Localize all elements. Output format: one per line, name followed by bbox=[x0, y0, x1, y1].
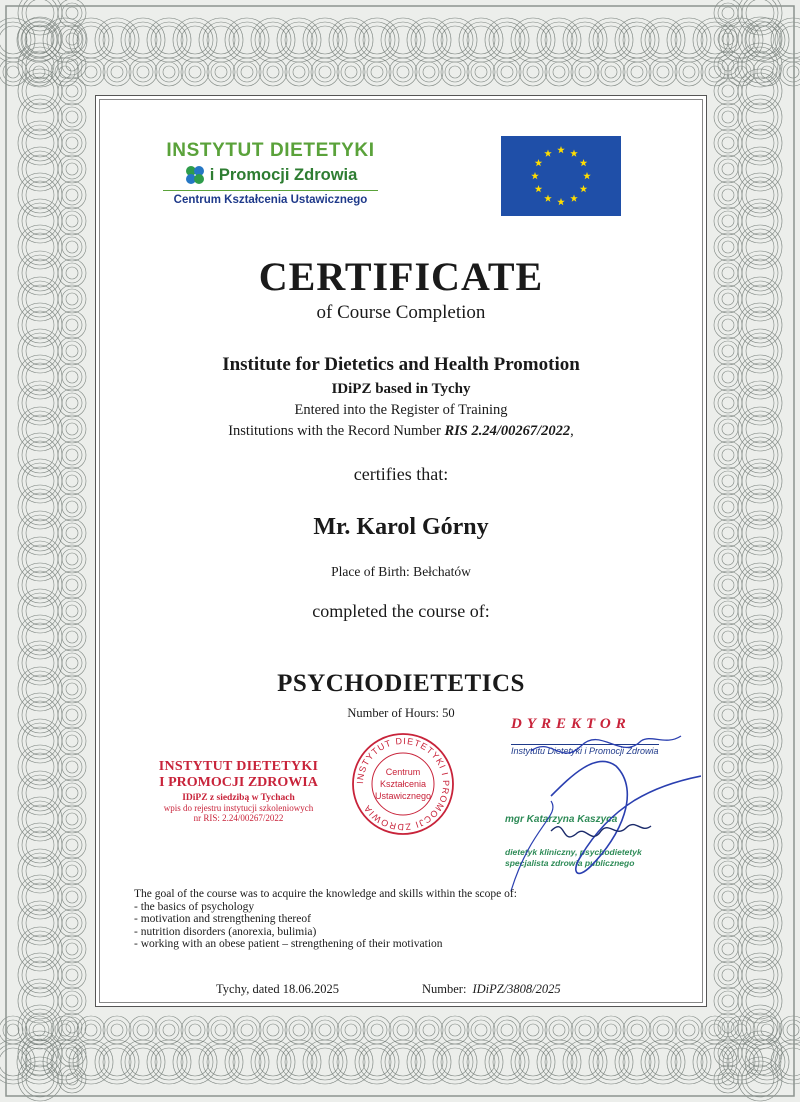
certificate-title: CERTIFICATE bbox=[258, 254, 544, 299]
handwritten-signatures bbox=[491, 706, 701, 896]
course-goal bbox=[134, 888, 694, 951]
issue-date: Tychy, dated 18.06.2025 bbox=[216, 982, 339, 996]
goal-intro: The goal of the course was to acquire the knowledge and skills within the scope of: bbox=[134, 888, 517, 900]
certificate-number bbox=[422, 982, 561, 997]
stamp-line5: nr RIS: 2.24/00267/2022 bbox=[193, 813, 284, 823]
stamp-line2: I PROMOCJI ZDROWIA bbox=[159, 775, 318, 790]
goal-item: - the basics of psychology bbox=[134, 901, 694, 914]
director-title: DYREKTOR bbox=[511, 716, 631, 732]
completed-text: completed the course of: bbox=[312, 601, 490, 621]
course-name: PSYCHODIETETICS bbox=[277, 670, 525, 697]
institute-stamp bbox=[151, 759, 326, 823]
goal-item: - nutrition disorders (anorexia, bulimia) bbox=[134, 926, 694, 939]
certifies-text: certifies that: bbox=[353, 464, 449, 484]
register-line2-prefix: Institutions with the Record Number bbox=[228, 423, 441, 439]
register-line1: Entered into the Register of Training bbox=[294, 402, 508, 418]
stamp-line1: INSTYTUT DIETETYKI bbox=[158, 759, 319, 774]
register-line2-suffix: , bbox=[570, 423, 574, 439]
signature-block bbox=[491, 706, 701, 896]
round-stamp-ring-text: INSTYTUT DIETETYKI I PROMOCJI ZDROWIA bbox=[354, 735, 452, 833]
goal-item: - motivation and strengthening thereof bbox=[134, 913, 694, 926]
logo-line2-wrap bbox=[158, 164, 383, 186]
logo-line1: INSTYTUT DIETETYKI bbox=[166, 140, 375, 161]
certificate-subtitle: of Course Completion bbox=[316, 302, 486, 323]
manager-spec1: dietetyk kliniczny, psychodietetyk bbox=[505, 847, 642, 857]
place-of-birth: Place of Birth: Bełchatów bbox=[331, 564, 471, 579]
round-stamp-center1: Centrum bbox=[385, 767, 421, 777]
eu-flag-icon bbox=[501, 136, 621, 216]
register-line2 bbox=[96, 423, 706, 440]
goal-list bbox=[134, 901, 694, 951]
logo-line2: i Promocji Zdrowia bbox=[209, 165, 358, 184]
stamp-line3: IDiPZ z siedzibą w Tychach bbox=[182, 793, 295, 803]
manager-name: mgr Katarzyna Kaszyca bbox=[505, 814, 618, 825]
certificate-paper bbox=[95, 95, 707, 1007]
number-label: Number: bbox=[422, 982, 467, 996]
director-subtitle: Instytutu Dietetyki i Promocji Zdrowia bbox=[511, 746, 659, 756]
recipient-name: Mr. Karol Górny bbox=[313, 514, 489, 540]
course-hours: Number of Hours: 50 bbox=[347, 706, 455, 720]
institution-based: IDiPZ based in Tychy bbox=[331, 381, 471, 397]
round-stamp-center2: Kształcenia bbox=[379, 779, 427, 789]
institution-name: Institute for Dietetics and Health Promotion bbox=[222, 354, 580, 375]
institute-logo bbox=[158, 140, 383, 206]
goal-item: - working with an obese patient – strengthening of their motivation bbox=[134, 938, 694, 951]
manager-spec2: specjalista zdrowia publicznego bbox=[505, 858, 635, 868]
round-stamp-center3: Ustawicznego bbox=[374, 791, 432, 801]
number-value: IDiPZ/3808/2025 bbox=[472, 982, 561, 996]
stamp-line4: wpis do rejestru instytucji szkoleniowych bbox=[163, 803, 314, 813]
round-stamp bbox=[351, 732, 455, 836]
logo-line3: Centrum Kształcenia Ustawicznego bbox=[163, 190, 378, 206]
record-number: RIS 2.24/00267/2022 bbox=[444, 423, 571, 439]
clover-icon bbox=[184, 164, 206, 186]
